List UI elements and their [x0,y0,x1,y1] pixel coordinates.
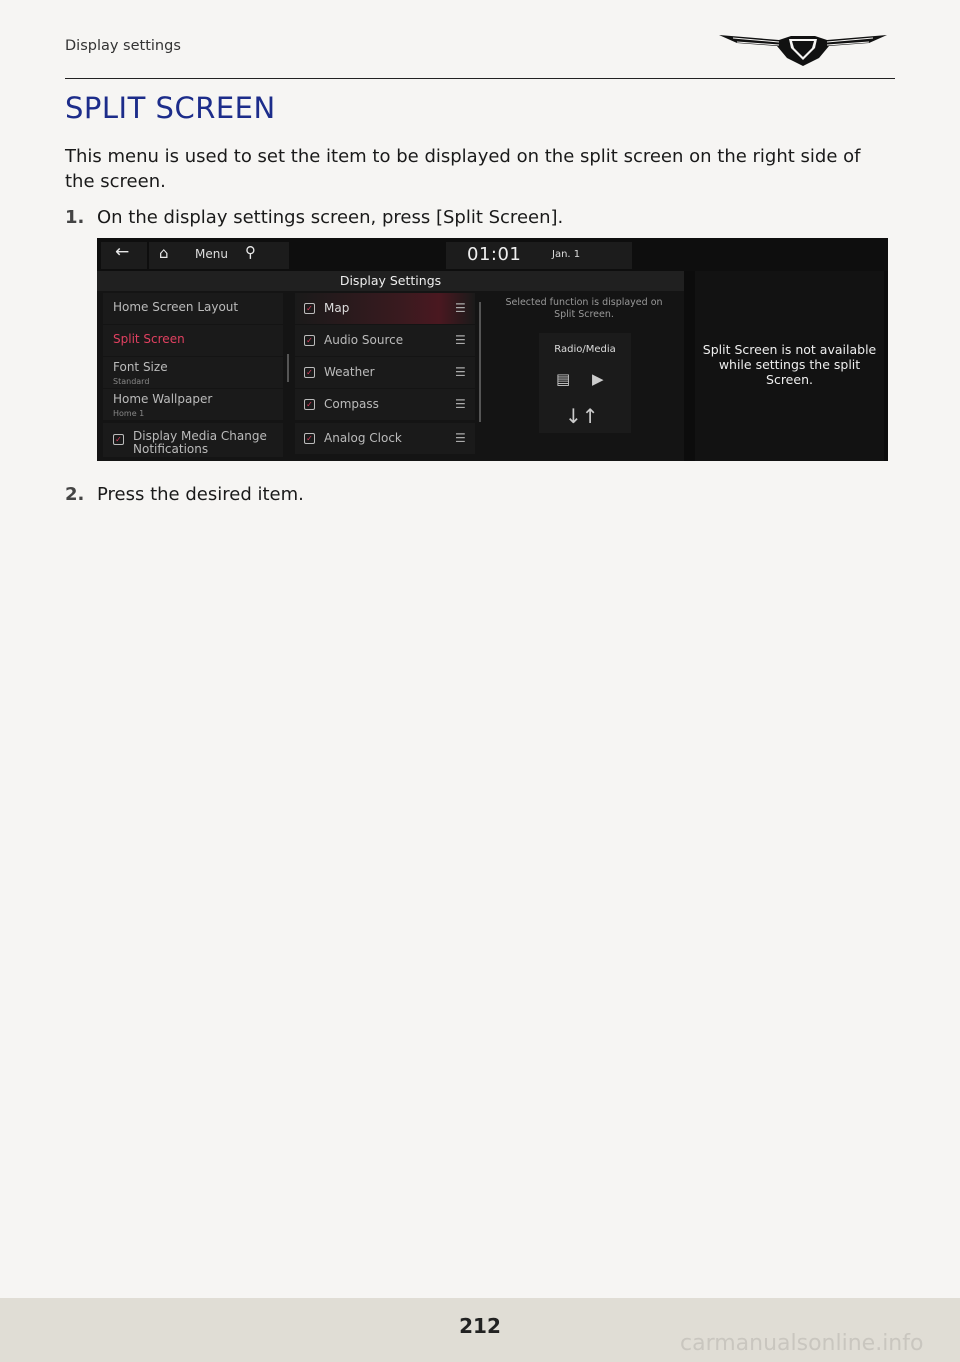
menu-item-font-size[interactable] [103,357,283,388]
option-map[interactable] [295,293,475,324]
option-label: Audio Source [324,333,404,347]
media-icon: ▶ [592,370,604,388]
swap-arrows-icon: ↓↑ [565,404,599,428]
checkbox-icon[interactable]: ✓ [113,434,124,445]
genesis-logo-icon [719,28,887,68]
checkbox-icon[interactable]: ✓ [304,303,315,314]
search-icon[interactable]: ⚲ [245,243,256,261]
option-label: Weather [324,365,375,379]
option-label: Map [324,301,350,315]
step-text: Press the desired item. [97,484,304,505]
preview-label: Radio/Media [554,344,616,355]
checkbox-icon[interactable]: ✓ [304,399,315,410]
option-label: Compass [324,397,379,411]
checkbox-icon[interactable]: ✓ [304,433,315,444]
option-label: Analog Clock [324,431,402,445]
option-compass[interactable] [295,389,475,420]
page-header [65,0,895,79]
not-available-message: Split Screen is not available while settings the split Screen. [702,342,877,387]
menu-item-home-screen-layout[interactable] [103,293,283,324]
menu-item-label: Home Wallpaper [113,392,213,406]
step-number: 2. [65,484,85,505]
watermark: carmanualsonline.info [680,1331,924,1356]
header-title: Display settings [65,38,181,54]
menu-item-sub: Home 1 [113,409,145,418]
menu-item-split-screen[interactable] [103,325,283,356]
drag-handle-icon[interactable]: ☰ [455,333,466,347]
section-title: SPLIT SCREEN [65,91,276,125]
checkbox-icon[interactable]: ✓ [304,335,315,346]
option-audio-source[interactable] [295,325,475,356]
clock-time: 01:01 [467,244,522,265]
intro-paragraph: This menu is used to set the item to be displayed on the split screen on the right side of the screen. [65,146,861,192]
step-1 [65,207,563,228]
step-2 [65,484,304,505]
home-icon: ⌂ [159,244,169,262]
scrollbar[interactable] [287,354,289,382]
option-analog-clock[interactable] [295,423,475,454]
drag-handle-icon[interactable]: ☰ [455,301,466,315]
menu-item-label: Font Size [113,360,168,374]
drag-handle-icon[interactable]: ☰ [455,431,466,445]
menu-label: Menu [195,247,228,261]
drag-handle-icon[interactable]: ☰ [455,397,466,411]
scrollbar[interactable] [479,302,481,422]
back-arrow-icon: ← [115,242,130,262]
infotainment-screenshot [97,238,888,461]
menu-item-label: Home Screen Layout [113,300,239,314]
checkbox-icon[interactable]: ✓ [304,367,315,378]
menu-item-label: Display Media Change Notifications [133,429,267,456]
menu-item-sub: Standard [113,377,150,386]
menu-item-home-wallpaper[interactable] [103,389,283,420]
selected-function-note: Selected function is displayed on Split Screen. [505,297,663,320]
page-number: 212 [459,1314,501,1338]
option-weather[interactable] [295,357,475,388]
menu-item-label: Split Screen [113,332,185,346]
drag-handle-icon[interactable]: ☰ [455,365,466,379]
panel-title: Display Settings [97,271,684,291]
menu-item-media-notifications[interactable] [103,423,283,457]
radio-icon: ▤ [556,370,571,388]
clock-date: Jan. 1 [552,249,581,260]
step-text: On the display settings screen, press [Split Screen]. [97,207,564,228]
step-number: 1. [65,207,85,228]
